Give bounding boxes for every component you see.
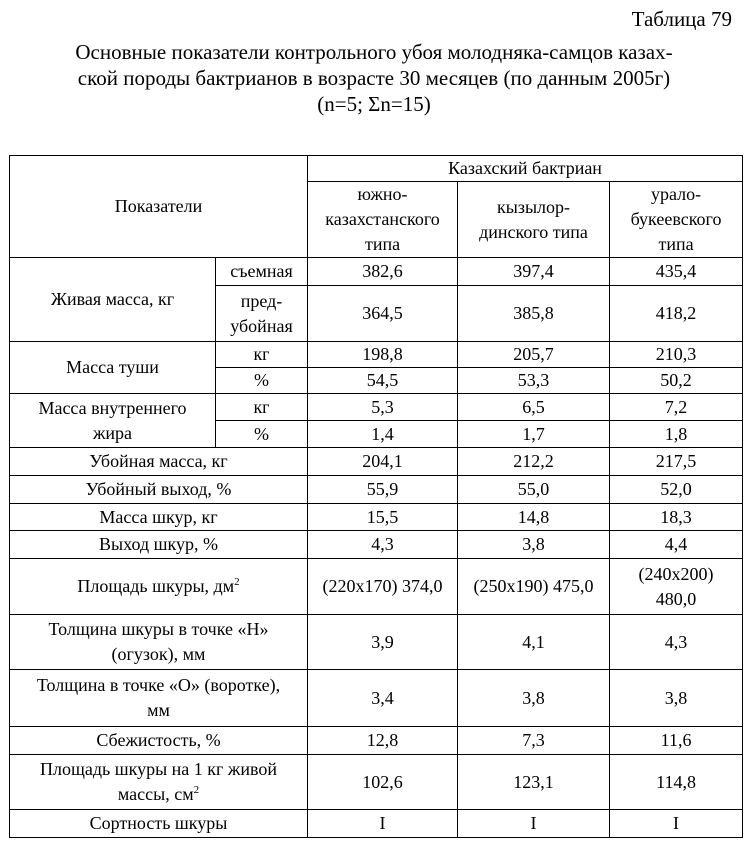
table-row — [10, 476, 743, 504]
cell: 4,4 — [610, 531, 743, 559]
label-line-1: Толщина шкуры в точке «Н» — [48, 619, 269, 639]
cell: I — [610, 810, 743, 838]
cell: 210,3 — [610, 342, 743, 368]
cell: 123,1 — [458, 755, 610, 810]
sub-label-kg: кг — [216, 342, 308, 368]
header-type-2 — [458, 182, 610, 258]
row-label-hide-area — [10, 559, 308, 615]
header-indicators: Показатели — [10, 156, 308, 258]
header-type-3-line-2: букеевского — [630, 209, 722, 229]
data-table — [9, 155, 743, 838]
cell: 198,8 — [308, 342, 458, 368]
header-type-2-line-2: динского типа — [479, 221, 588, 242]
cell: 4,3 — [308, 531, 458, 559]
header-type-3-line-3: типа — [658, 234, 694, 254]
label-line-2 — [12, 782, 305, 807]
header-type-2-line-1: кызылор- — [497, 196, 571, 217]
cell: 204,1 — [308, 448, 458, 476]
cell: 114,8 — [610, 755, 743, 810]
row-label-internal-fat — [10, 394, 216, 448]
header-type-3 — [610, 182, 743, 258]
cell — [610, 559, 743, 615]
sub-label-percent: % — [216, 421, 308, 448]
row-label: Сбежистость, % — [10, 727, 308, 755]
cell: 418,2 — [610, 286, 743, 342]
table-row — [10, 342, 743, 368]
cell: (250x190) 475,0 — [458, 559, 610, 615]
header-type-3-line-1: урало- — [650, 184, 702, 204]
cell: 1,7 — [458, 421, 610, 448]
cell: 54,5 — [308, 368, 458, 394]
cell-line-2: 480,0 — [655, 588, 697, 609]
table-row — [10, 504, 743, 531]
header-type-1-line-2: казахстанского — [325, 209, 440, 229]
row-label: Убойная масса, кг — [10, 448, 308, 476]
cell: 55,0 — [458, 476, 610, 504]
label-line-1: Масса внутреннего — [38, 397, 187, 418]
label-line-2: жира — [92, 422, 133, 443]
cell: I — [458, 810, 610, 838]
cell: 7,2 — [610, 394, 743, 421]
row-label-area-per-kg — [10, 755, 308, 810]
cell: I — [308, 810, 458, 838]
cell: 3,8 — [458, 531, 610, 559]
table-row — [10, 394, 743, 421]
sub-label-percent: % — [216, 368, 308, 394]
cell: 3,4 — [308, 670, 458, 727]
cell: (220x170) 374,0 — [308, 559, 458, 615]
cell: 53,3 — [458, 368, 610, 394]
cell: 14,8 — [458, 504, 610, 531]
cell: 52,0 — [610, 476, 743, 504]
label-line-2: (огузок), мм — [111, 644, 206, 664]
label-line-1: Толщина в точке «О» (воротке), — [36, 675, 281, 695]
label-text: Площадь шкуры, дм — [77, 576, 235, 596]
cell: 435,4 — [610, 258, 743, 286]
cell: 5,3 — [308, 394, 458, 421]
title-line-2: ской породы бактрианов в возрасте 30 месяцев (по данным 2005г) — [77, 66, 671, 90]
row-label: Масса шкур, кг — [10, 504, 308, 531]
cell: 50,2 — [610, 368, 743, 394]
table-number: Таблица 79 — [631, 7, 732, 31]
cell: 4,1 — [458, 615, 610, 670]
header-type-1-line-1: южно- — [357, 184, 408, 204]
table-title — [8, 39, 740, 117]
cell: 205,7 — [458, 342, 610, 368]
label-line-2: мм — [147, 700, 170, 720]
sub-label-removed: съемная — [216, 258, 308, 286]
table-row — [10, 670, 743, 727]
table-row — [10, 810, 743, 838]
cell: 217,5 — [610, 448, 743, 476]
cell: 3,8 — [458, 670, 610, 727]
cell: 12,8 — [308, 727, 458, 755]
cell: 1,8 — [610, 421, 743, 448]
row-label-thickness-h — [10, 615, 308, 670]
cell: 15,5 — [308, 504, 458, 531]
cell: 212,2 — [458, 448, 610, 476]
header-type-1-line-3: типа — [364, 234, 401, 254]
table-row — [10, 755, 743, 810]
sub-label-preslaughter — [216, 286, 308, 342]
table-row — [10, 258, 743, 286]
superscript: 2 — [193, 784, 200, 796]
cell: 6,5 — [458, 394, 610, 421]
cell: 364,5 — [308, 286, 458, 342]
cell: 18,3 — [610, 504, 743, 531]
cell: 1,4 — [308, 421, 458, 448]
sub-label-line-2: убойная — [230, 315, 293, 336]
table-row — [10, 615, 743, 670]
cell: 7,3 — [458, 727, 610, 755]
row-label: Убойный выход, % — [10, 476, 308, 504]
row-label-carcass: Масса туши — [10, 342, 216, 394]
table-row — [10, 448, 743, 476]
cell: 11,6 — [610, 727, 743, 755]
cell: 4,3 — [610, 615, 743, 670]
header-group: Казахский бактриан — [308, 156, 743, 182]
row-label-live-weight: Живая масса, кг — [10, 258, 216, 342]
cell: 3,8 — [610, 670, 743, 727]
superscript: 2 — [234, 576, 240, 588]
cell: 397,4 — [458, 258, 610, 286]
table-row — [10, 531, 743, 559]
label-line-1: Площадь шкуры на 1 кг живой — [40, 759, 277, 779]
cell: 3,9 — [308, 615, 458, 670]
row-label: Сортность шкуры — [10, 810, 308, 838]
header-row-1 — [10, 156, 743, 182]
title-line-3: (n=5; Σn=15) — [317, 92, 431, 116]
cell: 382,6 — [308, 258, 458, 286]
cell: 55,9 — [308, 476, 458, 504]
title-line-1: Основные показатели контрольного убоя молодняка-самцов казах- — [75, 40, 673, 64]
cell: 102,6 — [308, 755, 458, 810]
sub-label-line-1: пред- — [240, 290, 283, 311]
table-row — [10, 559, 743, 615]
label-text: массы, см — [117, 784, 194, 804]
cell-line-1: (240x200) — [638, 563, 714, 584]
cell: 385,8 — [458, 286, 610, 342]
header-type-1 — [308, 182, 458, 258]
sub-label-kg: кг — [216, 394, 308, 421]
row-label: Выход шкур, % — [10, 531, 308, 559]
row-label-thickness-o — [10, 670, 308, 727]
table-row — [10, 727, 743, 755]
